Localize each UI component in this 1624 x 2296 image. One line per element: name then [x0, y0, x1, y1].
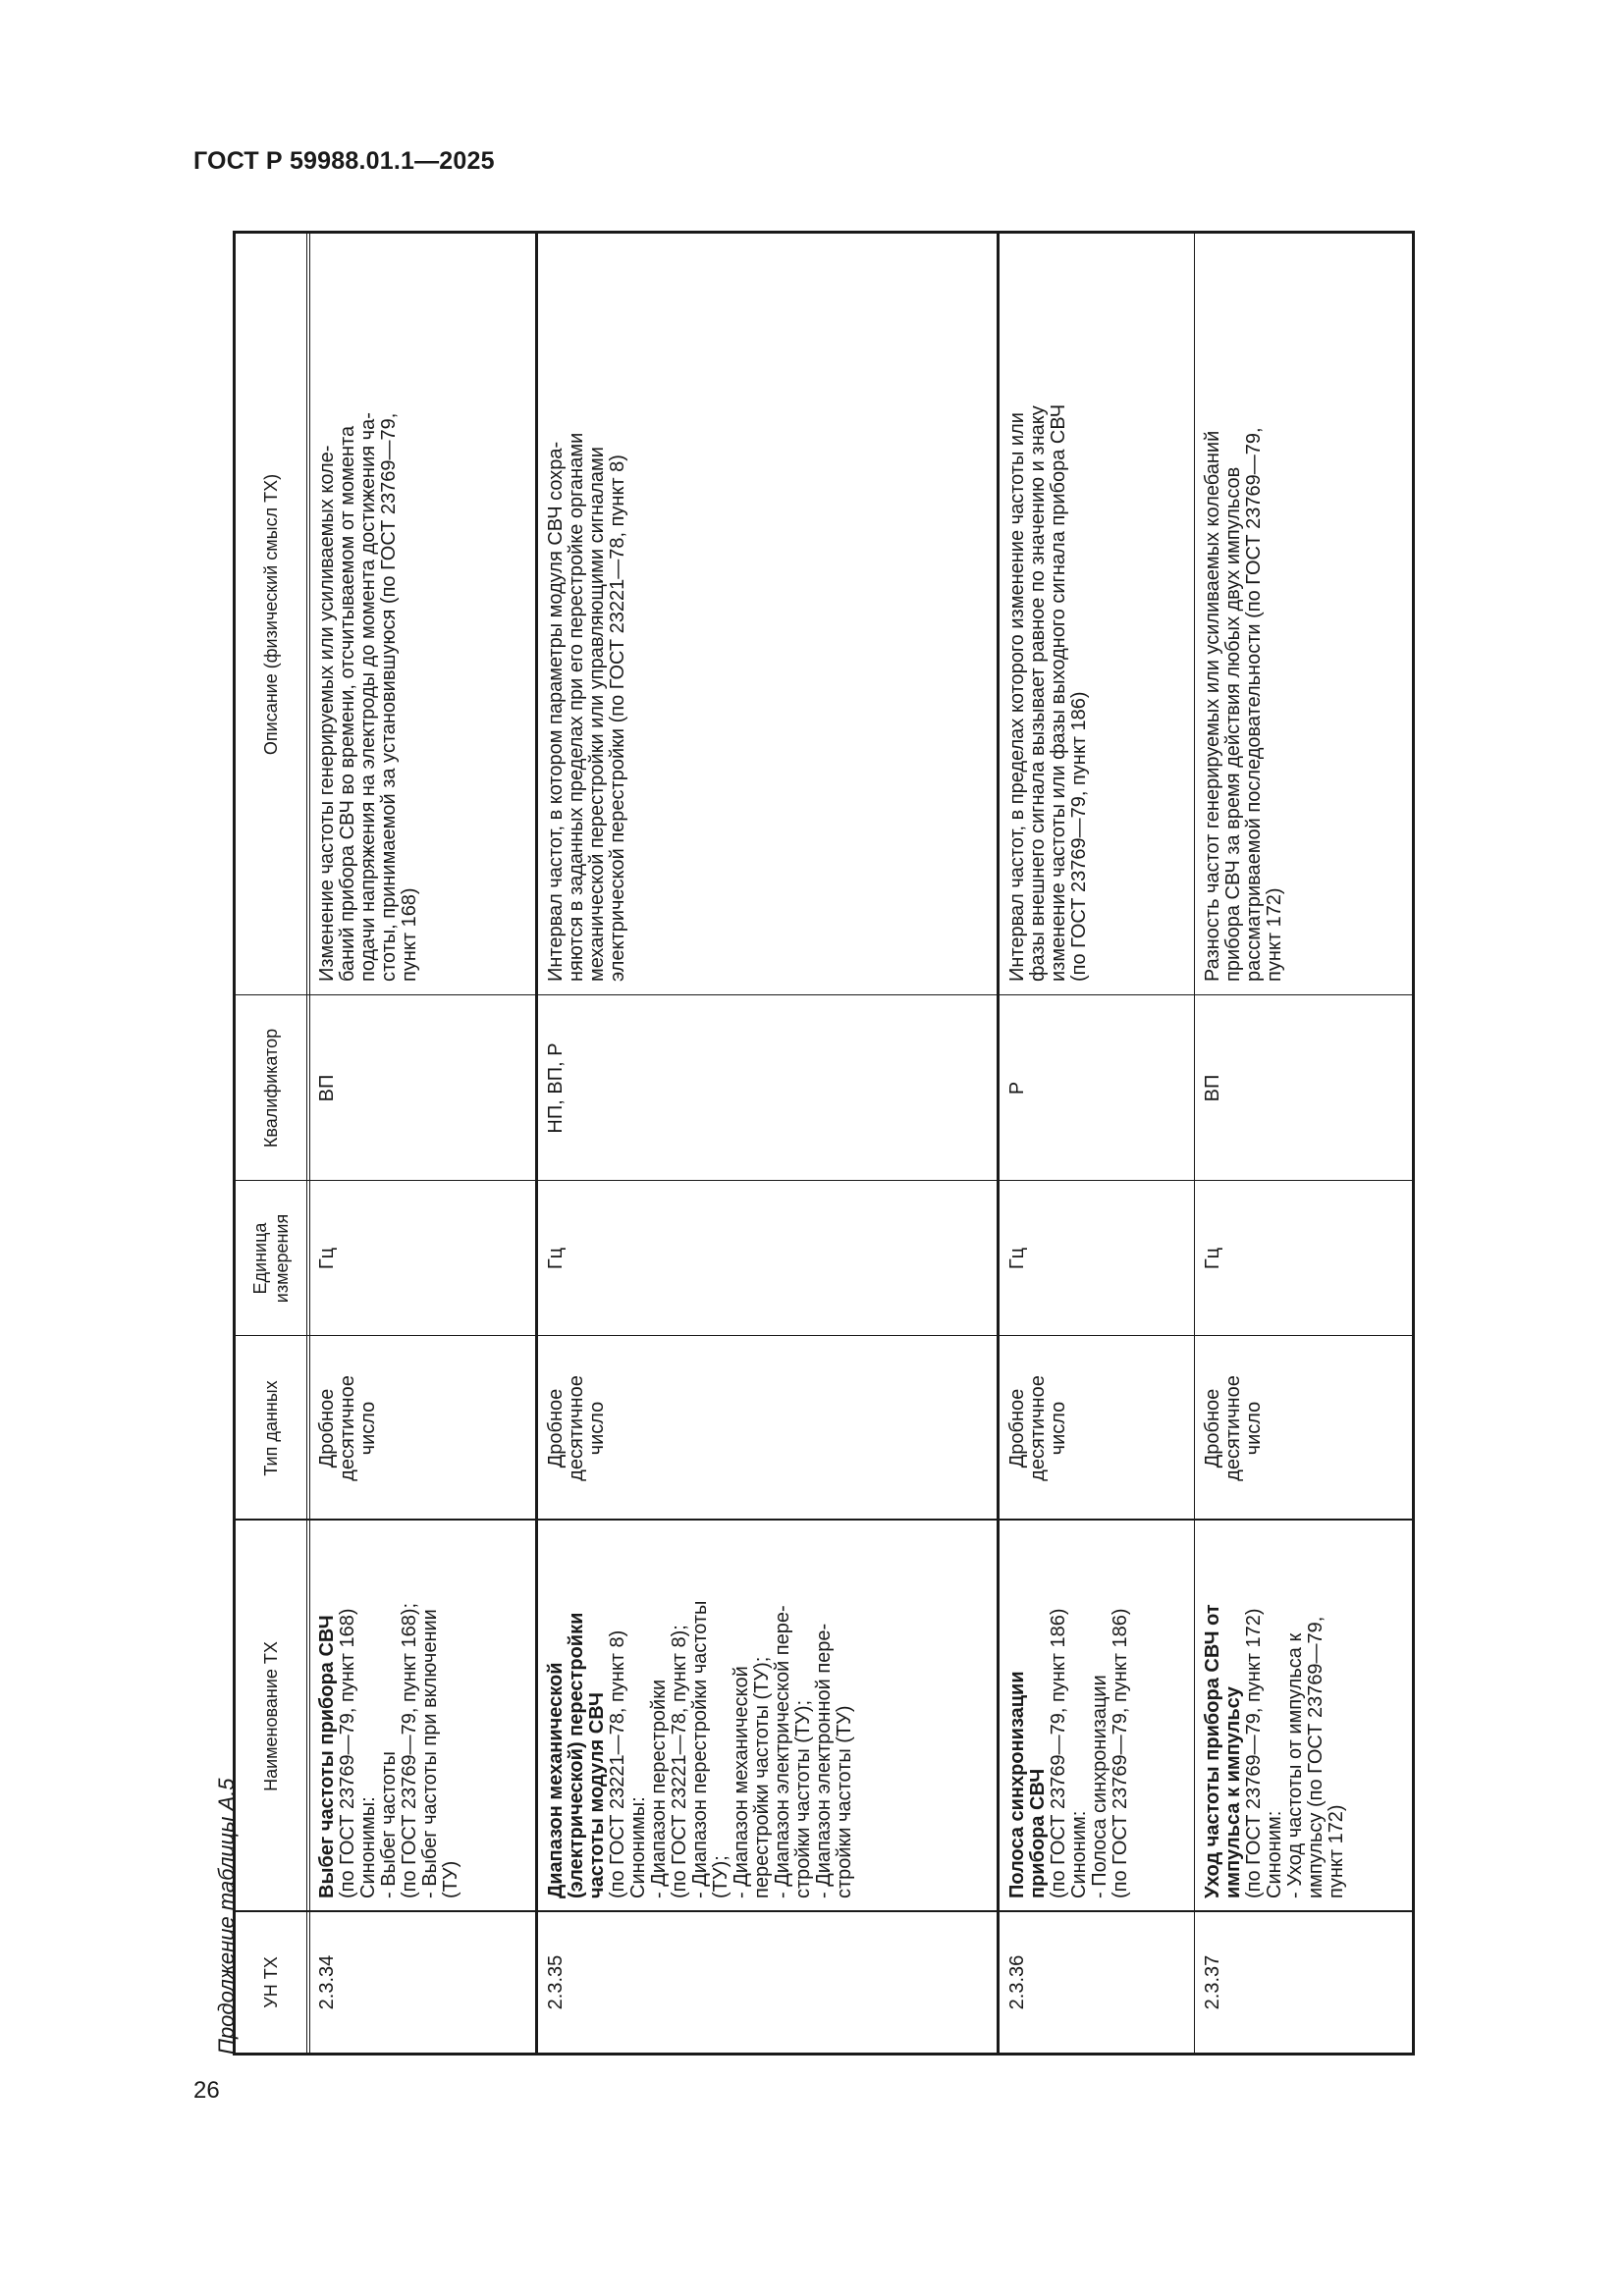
data-type-line: число: [1243, 1401, 1265, 1456]
name-detail-line: (по ГОСТ 23769—79, пункт 168): [337, 1608, 358, 1898]
description-line: подачи напряжения на электроды до момента достижения ча-: [357, 412, 379, 982]
cell-name: [538, 1521, 997, 1912]
cell-unit: [309, 1181, 535, 1336]
data-type-line: Дробное: [545, 1388, 567, 1468]
qualifier-value: НП, ВП, Р: [545, 1042, 567, 1134]
name-detail-line: Синоним:: [1068, 1810, 1090, 1898]
unit-value: Гц: [545, 1247, 567, 1270]
cell-data-type: [309, 1336, 535, 1521]
cell-code: [1000, 1912, 1194, 2053]
name-detail-line: перестройки частоты (ТУ);: [751, 1656, 773, 1898]
data-type-line: десятичное: [337, 1375, 358, 1481]
name-detail-line: (по ГОСТ 23769—79, пункт 168);: [399, 1602, 420, 1898]
name-title-line: Полоса синхронизации: [1006, 1671, 1028, 1898]
cell-description: [538, 234, 997, 995]
cell-code: [1195, 1912, 1415, 2053]
description-line: фазы внешнего сигнала вызывает равное по значению и знаку: [1027, 405, 1049, 982]
data-type-line: число: [357, 1401, 379, 1456]
cell-code: [309, 1912, 535, 2053]
description-line: баний прибора СВЧ во времени, отсчитываемом от момента: [337, 425, 358, 982]
description-line: няются в заданных пределах при его перестройке органами: [566, 432, 587, 982]
name-detail-line: стройки частоты (ТУ): [834, 1705, 855, 1898]
qualifier-value: Р: [1006, 1081, 1028, 1095]
name-detail-line: - Выбег частоты: [378, 1751, 400, 1898]
cell-qualifier: [309, 995, 535, 1181]
name-detail-line: - Диапазон перестройки частоты: [689, 1600, 711, 1898]
row-code: 2.3.35: [545, 1954, 567, 2010]
name-detail-line: стройки частоты (ТУ);: [792, 1699, 814, 1898]
description-line: (по ГОСТ 23769—79, пункт 186): [1068, 691, 1090, 982]
name-detail-line: (по ГОСТ 23221—78, пункт 8);: [669, 1625, 690, 1898]
header-data-type: Тип данных: [261, 1380, 281, 1476]
data-type-line: Дробное: [1202, 1388, 1223, 1468]
qualifier-value: ВП: [1202, 1074, 1223, 1102]
header-unit: Единица измерения: [250, 1213, 292, 1304]
description-line: рассматриваемой последовательности (по ГОСТ 23769—79,: [1243, 427, 1265, 982]
name-title-line: Уход частоты прибора СВЧ от: [1202, 1604, 1223, 1898]
data-type-line: число: [586, 1401, 608, 1456]
table-caption-container: [188, 1742, 239, 2055]
name-detail-line: (по ГОСТ 23769—79, пункт 172): [1243, 1608, 1265, 1898]
cell-unit: [1000, 1181, 1194, 1336]
cell-qualifier: [1000, 995, 1194, 1181]
name-title-line: Диапазон механической: [545, 1662, 567, 1898]
cell-name: [1000, 1521, 1194, 1912]
cell-description: [1000, 234, 1194, 995]
name-detail-line: (по ГОСТ 23769—79, пункт 186): [1048, 1608, 1069, 1898]
table-row: [1195, 234, 1415, 2053]
description-line: Интервал частот, в котором параметры модуля СВЧ сохра-: [545, 441, 567, 982]
header-description: Описание (физический смысл ТХ): [261, 473, 281, 756]
name-detail-line: Синоним:: [1264, 1810, 1285, 1898]
description-line: пункт 168): [399, 887, 420, 982]
cell-description: [1195, 234, 1415, 995]
description-line: Интервал частот, в пределах которого изменение частоты или: [1006, 412, 1028, 982]
data-type-line: десятичное: [1222, 1375, 1244, 1481]
name-detail-line: (ТУ): [440, 1860, 461, 1898]
unit-value: Гц: [1006, 1247, 1028, 1270]
name-detail-line: - Диапазон электронной пере-: [813, 1623, 835, 1898]
cell-unit: [1195, 1181, 1415, 1336]
header-code: УН ТХ: [261, 1956, 281, 2008]
document-code-header: ГОСТ Р 59988.01.1—2025: [193, 147, 495, 175]
cell-qualifier: [1195, 995, 1415, 1181]
row-code: 2.3.36: [1006, 1954, 1028, 2010]
data-type-line: десятичное: [566, 1375, 587, 1481]
header-qualifier: Квалификатор: [261, 1028, 281, 1148]
qualifier-value: ВП: [316, 1074, 338, 1102]
name-title-line: импульса к импульсу: [1222, 1686, 1244, 1898]
name-detail-line: - Уход частоты от импульса к: [1284, 1632, 1306, 1898]
table-row: [309, 234, 538, 2053]
name-detail-line: импульсу (по ГОСТ 23769—79,: [1305, 1616, 1326, 1898]
description-line: Разность частот генерируемых или усиливаемых колебаний: [1202, 430, 1223, 982]
cell-data-type: [1000, 1336, 1194, 1521]
table-caption: Продолжение таблицы А.5: [214, 1778, 239, 2055]
description-line: Изменение частоты генерируемых или усиливаемых коле-: [316, 445, 338, 982]
table-header-row: [236, 234, 310, 2053]
name-detail-line: Синонимы:: [627, 1796, 649, 1898]
name-detail-line: - Диапазон перестройки: [648, 1679, 670, 1898]
description-line: механической перестройки или управляющими сигналами: [586, 447, 608, 982]
table-row: [1000, 234, 1195, 2053]
description-line: изменение частоты или фазы выходного сигнала прибора СВЧ: [1048, 403, 1069, 982]
data-type-line: число: [1048, 1401, 1069, 1456]
rotated-table-container: [233, 231, 1415, 2056]
data-type-line: Дробное: [316, 1388, 338, 1468]
name-detail-line: - Диапазон механической: [731, 1666, 752, 1898]
unit-value: Гц: [1202, 1247, 1223, 1270]
name-detail-line: (по ГОСТ 23769—79, пункт 186): [1110, 1608, 1131, 1898]
name-detail-line: пункт 172): [1326, 1804, 1347, 1898]
name-title-line: прибора СВЧ: [1027, 1768, 1049, 1898]
row-code: 2.3.34: [316, 1954, 338, 2010]
table-row: [538, 234, 1000, 2053]
name-title-line: (электрической) перестройки: [566, 1612, 587, 1898]
name-detail-line: - Выбег частоты при включении: [419, 1609, 441, 1898]
row-code: 2.3.37: [1202, 1954, 1223, 2010]
cell-unit: [538, 1181, 997, 1336]
cell-qualifier: [538, 995, 997, 1181]
data-type-line: десятичное: [1027, 1375, 1049, 1481]
characteristics-table: [233, 231, 1415, 2056]
description-line: пункт 172): [1264, 887, 1285, 982]
name-detail-line: (ТУ);: [710, 1855, 731, 1898]
cell-code: [538, 1912, 997, 2053]
name-detail-line: - Полоса синхронизации: [1089, 1675, 1110, 1898]
description-line: прибора СВЧ за время действия любых двух импульсов: [1222, 466, 1244, 982]
header-name: Наименование ТХ: [261, 1641, 281, 1791]
unit-value: Гц: [316, 1247, 338, 1270]
name-title-line: Выбег частоты прибора СВЧ: [316, 1615, 338, 1898]
name-detail-line: - Диапазон электрической пере-: [772, 1605, 793, 1898]
name-detail-line: Синонимы:: [357, 1796, 379, 1898]
data-type-line: Дробное: [1006, 1388, 1028, 1468]
name-detail-line: (по ГОСТ 23221—78, пункт 8): [607, 1629, 628, 1898]
cell-name: [309, 1521, 535, 1912]
description-line: стоты, принимаемой за установившуюся (по ГОСТ 23769—79,: [378, 412, 400, 982]
cell-data-type: [1195, 1336, 1415, 1521]
description-line: электрической перестройки (по ГОСТ 23221—78, пункт 8): [607, 454, 628, 982]
cell-data-type: [538, 1336, 997, 1521]
name-title-line: частоты модуля СВЧ: [586, 1692, 608, 1898]
page-number: 26: [193, 2077, 220, 2104]
cell-name: [1195, 1521, 1415, 1912]
cell-description: [309, 234, 535, 995]
